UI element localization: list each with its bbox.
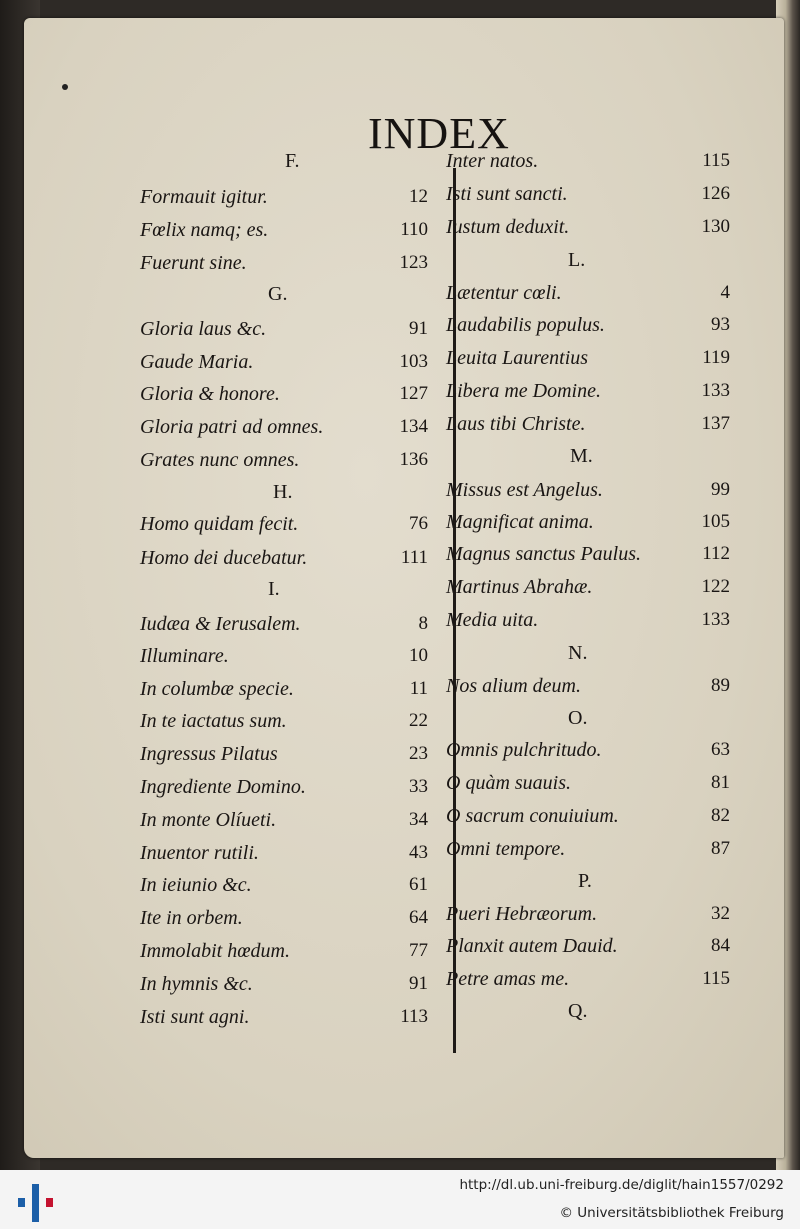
- index-entry-text: Gloria & honore.: [140, 383, 280, 405]
- index-entry-text: Magnus sanctus Paulus.: [446, 543, 641, 565]
- index-entry-page-number: 61: [409, 874, 428, 895]
- index-entry-page-number: 115: [702, 150, 730, 171]
- index-entry-text: Ingrediente Domino.: [140, 776, 306, 798]
- index-entry-text: Magnificat anima.: [446, 511, 594, 533]
- index-entry-text: Gaude Maria.: [140, 351, 254, 373]
- index-entry-text: Petre amas me.: [446, 968, 570, 990]
- index-entry-page-number: 126: [701, 183, 730, 204]
- index-entry-page-number: 122: [701, 576, 730, 597]
- index-entry-page-number: 43: [409, 842, 428, 863]
- index-entry-page-number: 99: [711, 479, 730, 500]
- index-section-letter: M.: [570, 445, 593, 467]
- index-entry-text: Inuentor rutili.: [140, 842, 259, 864]
- index-entry-page-number: 137: [701, 413, 730, 434]
- index-entry-page-number: 82: [711, 805, 730, 826]
- index-entry-page-number: 64: [409, 907, 428, 928]
- index-entry-text: Iudæa & Ierusalem.: [140, 613, 301, 635]
- index-entry-page-number: 123: [399, 252, 428, 273]
- index-entry-page-number: 119: [702, 347, 730, 368]
- index-entry-text: In monte Olíueti.: [140, 809, 277, 831]
- index-entry-page-number: 22: [409, 710, 428, 731]
- index-entry-page-number: 84: [711, 935, 730, 956]
- index-entry-text: Ite in orbem.: [140, 907, 243, 929]
- index-entry-text: In te iactatus sum.: [140, 710, 287, 732]
- index-entry-text: Libera me Domine.: [446, 380, 601, 402]
- index-entry-page-number: 33: [409, 776, 428, 797]
- index-entry-text: Grates nunc omnes.: [140, 449, 300, 471]
- index-entry-page-number: 134: [399, 416, 428, 437]
- index-entry-page-number: 76: [409, 513, 428, 534]
- index-entry-text: Media uita.: [446, 609, 539, 631]
- index-entry-page-number: 89: [711, 675, 730, 696]
- index-entry-page-number: 133: [701, 609, 730, 630]
- index-entry-text: Omnis pulchritudo.: [446, 739, 602, 761]
- book-page: [24, 18, 784, 1158]
- index-section-letter: O.: [568, 707, 588, 729]
- index-entry-text: Ingressus Pilatus: [140, 743, 278, 765]
- index-section-letter: H.: [273, 481, 293, 503]
- index-section-letter: P.: [578, 870, 592, 892]
- index-entry-page-number: 32: [711, 903, 730, 924]
- index-entry-page-number: 136: [399, 449, 428, 470]
- index-entry-text: Planxit autem Dauid.: [446, 935, 618, 957]
- index-entry-text: Nos alium deum.: [446, 675, 581, 697]
- index-entry-page-number: 112: [702, 543, 730, 564]
- index-entry-text: Inter natos.: [446, 150, 539, 172]
- index-entry-page-number: 23: [409, 743, 428, 764]
- index-entry-page-number: 103: [399, 351, 428, 372]
- index-entry-page-number: 63: [711, 739, 730, 760]
- index-entry-text: Immolabit hœdum.: [140, 940, 290, 962]
- index-entry-page-number: 91: [409, 318, 428, 339]
- index-entry-text: Lætentur cœli.: [446, 282, 562, 304]
- index-section-letter: G.: [268, 283, 288, 305]
- index-entry-text: Missus est Angelus.: [446, 479, 603, 501]
- index-entry-text: Gloria patri ad omnes.: [140, 416, 324, 438]
- index-entry-page-number: 110: [400, 219, 428, 240]
- page-title: INDEX: [368, 109, 510, 158]
- index-entry-text: Homo dei ducebatur.: [140, 547, 308, 569]
- index-entry-page-number: 105: [701, 511, 730, 532]
- index-entry-text: Laudabilis populus.: [446, 314, 605, 336]
- index-entry-text: Isti sunt agni.: [140, 1006, 250, 1028]
- index-entry-text: Laus tibi Christe.: [446, 413, 586, 435]
- index-section-letter: N.: [568, 642, 588, 664]
- index-section-letter: Q.: [568, 1000, 588, 1022]
- viewer-footer: [0, 1170, 800, 1229]
- index-entry-page-number: 127: [399, 383, 428, 404]
- index-entry-page-number: 10: [409, 645, 428, 666]
- index-entry-page-number: 133: [701, 380, 730, 401]
- index-entry-text: Fœlix namq; es.: [140, 219, 269, 241]
- index-entry-text: Leuita Laurentius: [446, 347, 589, 369]
- index-section-letter: F.: [285, 150, 300, 172]
- index-entry-page-number: 93: [711, 314, 730, 335]
- library-logo-icon: [16, 1180, 56, 1224]
- index-entry-text: Martinus Abrahæ.: [446, 576, 593, 598]
- index-section-letter: I.: [268, 578, 280, 600]
- index-entry-page-number: 115: [702, 968, 730, 989]
- index-entry-page-number: 111: [400, 547, 428, 568]
- index-entry-page-number: 91: [409, 973, 428, 994]
- index-entry-text: Illuminare.: [140, 645, 229, 667]
- index-entry-text: In ieiunio &c.: [140, 874, 252, 896]
- index-entry-page-number: 11: [409, 678, 428, 699]
- index-entry-text: Omni tempore.: [446, 838, 566, 860]
- index-entry-page-number: 81: [711, 772, 730, 793]
- page-url[interactable]: http://dl.ub.uni-freiburg.de/diglit/hain1557/0292: [459, 1177, 784, 1193]
- copyright-notice: © Universitätsbibliothek Freiburg: [559, 1205, 784, 1221]
- index-entry-text: Formauit igitur.: [140, 186, 268, 208]
- index-entry-page-number: 77: [409, 940, 428, 961]
- index-entry-page-number: 34: [409, 809, 428, 830]
- index-entry-text: Fuerunt sine.: [140, 252, 247, 274]
- index-entry-page-number: 4: [720, 282, 730, 303]
- index-entry-page-number: 8: [418, 613, 428, 634]
- index-entry-page-number: 130: [701, 216, 730, 237]
- index-section-letter: L.: [568, 249, 586, 271]
- index-entry-text: Homo quidam fecit.: [140, 513, 299, 535]
- index-entry-text: Isti sunt sancti.: [446, 183, 568, 205]
- index-entry-text: In hymnis &c.: [140, 973, 253, 995]
- index-entry-text: O quàm suauis.: [446, 772, 572, 794]
- index-entry-text: Gloria laus &c.: [140, 318, 267, 340]
- index-entry-text: Pueri Hebræorum.: [446, 903, 598, 925]
- index-entry-text: O sacrum conuiuium.: [446, 805, 619, 827]
- ink-spot: [62, 84, 68, 90]
- index-entry-text: In columbæ specie.: [140, 678, 294, 700]
- index-entry-page-number: 12: [409, 186, 428, 207]
- index-entry-page-number: 113: [400, 1006, 428, 1027]
- index-entry-page-number: 87: [711, 838, 730, 859]
- index-entry-text: Iustum deduxit.: [446, 216, 570, 238]
